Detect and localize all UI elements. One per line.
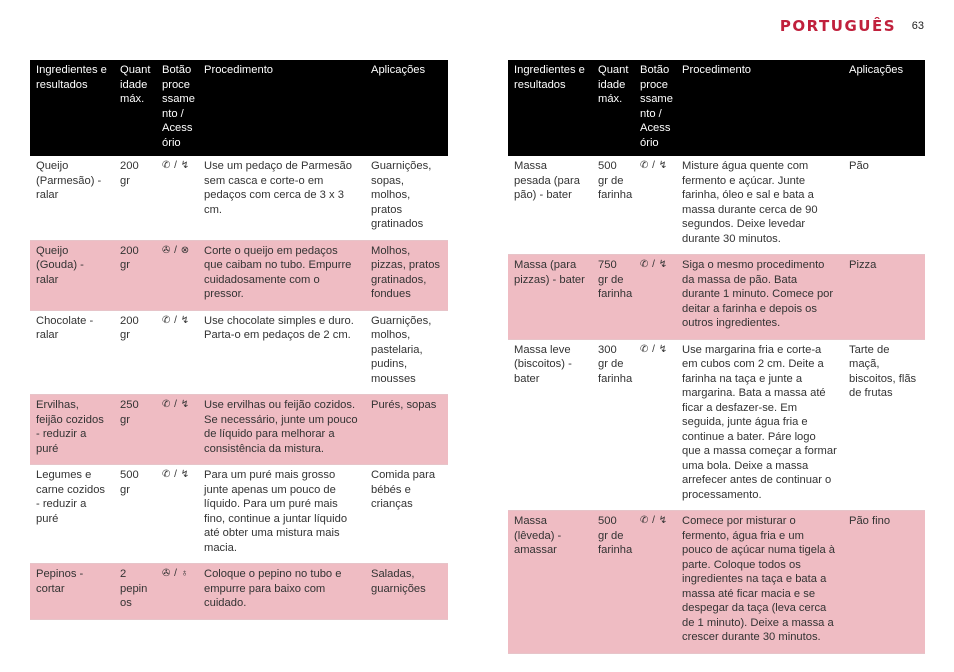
column-header: Procedimento: [198, 60, 365, 156]
table-row: [508, 156, 925, 255]
quantity-cell: 200 gr: [114, 156, 156, 240]
button-accessory-cell: ✆ / ↯: [156, 156, 198, 240]
procedure-cell: Siga o mesmo procedimento da massa de pão. Bata durante 1 minuto. Comece por deitar a farinha e depois os outros ingredientes.: [676, 255, 843, 340]
procedure-cell: Para um puré mais grosso junte apenas um pouco de líquido. Para um puré mais fino, continue a juntar líquido até obter uma mistura mais macia.: [198, 465, 365, 564]
quantity-cell: 500 gr: [114, 465, 156, 564]
button-accessory-cell: ✆ / ↯: [634, 339, 676, 511]
application-cell: Purés, sopas: [365, 395, 448, 465]
button-accessory-cell: ✇ / ♁: [156, 564, 198, 620]
application-cell: Guarnições, molhos, pastelaria, pudins, mousses: [365, 310, 448, 395]
column-header: Quant idade máx.: [114, 60, 156, 156]
table-row: [508, 339, 925, 511]
button-accessory-cell: ✆ / ↯: [156, 395, 198, 465]
quantity-cell: 200 gr: [114, 310, 156, 395]
table-row: [30, 310, 448, 395]
application-cell: Tarte de maçã, biscoitos, flãs de frutas: [843, 339, 925, 511]
page-number: 63: [911, 20, 924, 32]
button-accessory-cell: ✆ / ↯: [156, 465, 198, 564]
table-row: [30, 465, 448, 564]
application-cell: Molhos, pizzas, pratos gratinados, fondues: [365, 240, 448, 310]
table-row: [30, 156, 448, 240]
ingredient-cell: Chocolate - ralar: [30, 310, 114, 395]
column-header: Botão proce ssame nto / Acess ório: [634, 60, 676, 156]
table-row: [30, 240, 448, 310]
table-row: [30, 395, 448, 465]
procedure-cell: Use chocolate simples e duro. Parta-o em pedaços de 2 cm.: [198, 310, 365, 395]
application-cell: Pão fino: [843, 511, 925, 654]
table-header-row: [508, 60, 925, 156]
procedure-cell: Use um pedaço de Parmesão sem casca e corte-o em pedaços com cerca de 3 x 3 cm.: [198, 156, 365, 240]
quantity-cell: 500 gr de farinha: [592, 511, 634, 654]
quantity-cell: 500 gr de farinha: [592, 156, 634, 255]
button-accessory-cell: ✆ / ↯: [634, 156, 676, 255]
quantity-cell: 200 gr: [114, 240, 156, 310]
procedure-cell: Use ervilhas ou feijão cozidos. Se necessário, junte um pouco de líquido para melhorar a consistência da mistura.: [198, 395, 365, 465]
application-cell: Saladas, guarnições: [365, 564, 448, 620]
button-accessory-cell: ✆ / ↯: [634, 511, 676, 654]
quantity-cell: 300 gr de farinha: [592, 339, 634, 511]
ingredient-cell: Massa pesada (para pão) - bater: [508, 156, 592, 255]
ingredient-cell: Massa (para pizzas) - bater: [508, 255, 592, 340]
left-recipe-table: [30, 60, 448, 620]
table-row: [508, 255, 925, 340]
application-cell: Pão: [843, 156, 925, 255]
column-header: Quant idade máx.: [592, 60, 634, 156]
table-header-row: [30, 60, 448, 156]
column-header: Ingredientes e resultados: [508, 60, 592, 156]
column-header: Procedimento: [676, 60, 843, 156]
column-header: Ingredientes e resultados: [30, 60, 114, 156]
column-header: Botão proce ssame nto / Acess ório: [156, 60, 198, 156]
column-header: Aplicações: [365, 60, 448, 156]
button-accessory-cell: ✆ / ↯: [156, 310, 198, 395]
button-accessory-cell: ✆ / ↯: [634, 255, 676, 340]
ingredient-cell: Queijo (Parmesão) - ralar: [30, 156, 114, 240]
button-accessory-cell: ✇ / ⊗: [156, 240, 198, 310]
procedure-cell: Coloque o pepino no tubo e empurre para baixo com cuidado.: [198, 564, 365, 620]
ingredient-cell: Queijo (Gouda) - ralar: [30, 240, 114, 310]
section-language-title: PORTUGUÊS: [779, 17, 896, 35]
quantity-cell: 250 gr: [114, 395, 156, 465]
application-cell: Guarnições, sopas, molhos, pratos gratinados: [365, 156, 448, 240]
quantity-cell: 750 gr de farinha: [592, 255, 634, 340]
application-cell: Pizza: [843, 255, 925, 340]
procedure-cell: Misture água quente com fermento e açúcar. Junte farinha, óleo e sal e bata a massa durante cerca de 90 segundos. Deixe levedar durante 30 minutos.: [676, 156, 843, 255]
ingredient-cell: Massa leve (biscoitos) - bater: [508, 339, 592, 511]
ingredient-cell: Ervilhas, feijão cozidos - reduzir a puré: [30, 395, 114, 465]
ingredient-cell: Pepinos - cortar: [30, 564, 114, 620]
table-row: [508, 511, 925, 654]
ingredient-cell: Legumes e carne cozidos - reduzir a puré: [30, 465, 114, 564]
table-row: [30, 564, 448, 620]
right-recipe-table: [508, 60, 925, 654]
procedure-cell: Use margarina fria e corte-a em cubos com 2 cm. Deite a farinha na taça e junte a margarina. Bata a massa até ficar a desfazer-se. Em seguida, junte água fria e continue a bater. Páre logo que a massa começar a formar uma bola. Deixe a massa arrefecer antes de continuar o processamento.: [676, 339, 843, 511]
ingredient-cell: Massa (lêveda) - amassar: [508, 511, 592, 654]
procedure-cell: Comece por misturar o fermento, água fria e um pouco de açúcar numa tigela à parte. Coloque todos os ingredientes na taça e bata a massa até ficar macia e se despegar da taça (leva cerca de 1 minuto). Deixe a massa a crescer durante 30 minutos.: [676, 511, 843, 654]
procedure-cell: Corte o queijo em pedaços que caibam no tubo. Empurre cuidadosamente com o pressor.: [198, 240, 365, 310]
application-cell: Comida para bébés e crianças: [365, 465, 448, 564]
column-header: Aplicações: [843, 60, 925, 156]
quantity-cell: 2 pepin os: [114, 564, 156, 620]
